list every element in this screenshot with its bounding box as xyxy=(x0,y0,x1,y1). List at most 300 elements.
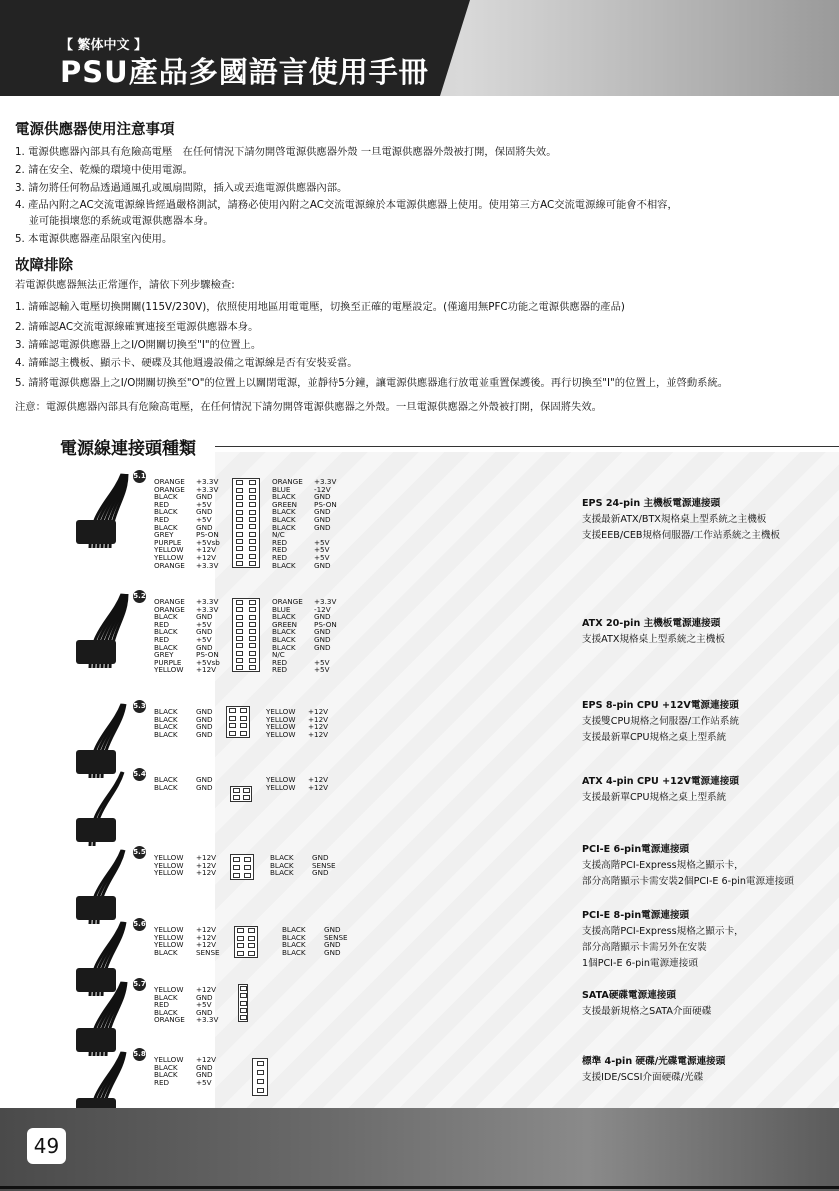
connector-name: EPS 24-pin 主機板電源連接頭 xyxy=(582,498,721,509)
cable-image xyxy=(72,470,134,550)
pin-row xyxy=(270,869,336,877)
pin-row xyxy=(154,1079,216,1087)
pin-slot xyxy=(233,865,240,870)
pin-voltage: +5V xyxy=(314,552,330,562)
pin-voltage: +5Vsb xyxy=(196,657,220,667)
pin-slot xyxy=(248,943,255,948)
pin-voltage: GND xyxy=(196,729,213,739)
pin-voltage: +5V xyxy=(314,657,330,667)
wire-color: GREEN xyxy=(272,499,298,509)
cable-image xyxy=(72,768,134,848)
pin-labels-right xyxy=(282,926,348,956)
pin-slot xyxy=(249,622,256,627)
pin-slot xyxy=(229,716,236,721)
pin-slot xyxy=(249,517,256,522)
pin-slot xyxy=(233,795,240,800)
pin-row xyxy=(266,731,328,739)
pin-slot xyxy=(240,986,247,991)
connector-support-line: 支援EEB/CEB規格伺服器/工作站系統之主機板 xyxy=(582,530,781,541)
pin-voltage: GND xyxy=(312,868,329,878)
wire-color: RED xyxy=(154,499,170,509)
wire-color: BLACK xyxy=(154,1007,178,1017)
pin-row xyxy=(272,666,337,674)
connector-description xyxy=(582,1054,725,1086)
pin-slot xyxy=(236,665,243,670)
wire-color: RED xyxy=(272,665,288,675)
pin-slot xyxy=(240,993,247,998)
pin-voltage: GND xyxy=(196,522,213,532)
pin-diagram xyxy=(226,706,250,738)
wire-color: ORANGE xyxy=(272,597,303,606)
troubleshoot-line: 1. 請確認輸入電壓切換開關(115V/230V)，依照使用地區用電電壓，切換至正確的電壓設定。(僅適用無PFC功能之電源供應器的產品) xyxy=(15,301,625,313)
notice-line: 5. 本電源供應器產品限室內使用。 xyxy=(15,233,173,245)
wire-color: RED xyxy=(154,1077,170,1087)
pin-voltage: +5V xyxy=(314,545,330,555)
pin-voltage: GND xyxy=(196,775,213,784)
pin-slot xyxy=(236,532,243,537)
connector-description xyxy=(582,616,725,648)
connector-name: SATA硬碟電源連接頭 xyxy=(582,990,676,1001)
pin-slot xyxy=(236,539,243,544)
connector-badge: 5.5 xyxy=(133,846,146,859)
pin-slot xyxy=(236,488,243,493)
wire-color: BLACK xyxy=(270,868,294,878)
connector-support-line: 支援最新規格之SATA介面硬碟 xyxy=(582,1006,712,1017)
wire-color: BLACK xyxy=(154,729,178,739)
pin-slot xyxy=(236,615,243,620)
pin-voltage: GND xyxy=(314,560,331,570)
pin-voltage: GND xyxy=(314,612,331,622)
pin-voltage: +3.3V xyxy=(196,1015,219,1025)
pin-voltage: GND xyxy=(196,1062,213,1072)
pin-voltage: +12V xyxy=(196,932,217,942)
wire-color: RED xyxy=(154,514,170,524)
wire-color: YELLOW xyxy=(266,714,296,724)
pin-voltage: GND xyxy=(324,925,341,934)
pin-slot xyxy=(240,716,247,721)
pin-labels-left xyxy=(154,478,220,569)
pin-slot xyxy=(249,629,256,634)
pin-voltage: SENSE xyxy=(324,932,348,942)
pin-slot xyxy=(244,865,251,870)
pin-voltage: GND xyxy=(196,722,213,732)
pin-voltage: GND xyxy=(196,782,213,792)
pin-slot xyxy=(229,708,236,713)
wire-color: YELLOW xyxy=(266,782,296,792)
wire-color: GREY xyxy=(154,650,174,660)
pin-row xyxy=(154,562,220,570)
connector-name: EPS 8-pin CPU +12V電源連接頭 xyxy=(582,700,739,711)
page-title: PSU產品多國語言使用手冊 xyxy=(60,55,429,89)
pin-diagram xyxy=(234,926,258,958)
pin-voltage: GND xyxy=(196,627,213,637)
pin-voltage: PS-ON xyxy=(314,499,337,509)
pin-slot xyxy=(236,651,243,656)
connector-badge: 5.4 xyxy=(133,768,146,781)
pin-slot xyxy=(236,495,243,500)
pin-voltage: +12V xyxy=(196,940,217,950)
connector-badge: 5.6 xyxy=(133,918,146,931)
pin-labels-left xyxy=(154,854,216,877)
connector-name: PCI-E 8-pin電源連接頭 xyxy=(582,910,690,921)
wire-color: YELLOW xyxy=(154,860,184,870)
pin-voltage: +12V xyxy=(308,707,329,716)
wire-color: GREEN xyxy=(272,619,298,629)
connector-badge: 5.2 xyxy=(133,590,146,603)
pin-slot xyxy=(249,502,256,507)
wire-color: YELLOW xyxy=(154,925,184,934)
connector-support-line: 支援高階PCI-Express規格之顯示卡， xyxy=(582,860,744,871)
pin-slot xyxy=(257,1088,264,1093)
pin-slot xyxy=(249,665,256,670)
connector-description xyxy=(582,774,739,806)
wire-color: YELLOW xyxy=(154,545,184,555)
wire-color: BLACK xyxy=(154,627,178,637)
pin-slot xyxy=(249,539,256,544)
footer-band xyxy=(0,1108,839,1191)
pin-slot xyxy=(236,643,243,648)
pin-slot xyxy=(237,928,244,933)
pin-slot xyxy=(248,936,255,941)
pin-slot xyxy=(244,873,251,878)
wire-color: BLACK xyxy=(154,947,178,957)
wire-color: GREY xyxy=(154,530,174,540)
pin-voltage: SENSE xyxy=(196,947,220,957)
wire-color: RED xyxy=(154,634,170,644)
wire-color: RED xyxy=(272,537,288,547)
pin-diagram xyxy=(252,1058,268,1096)
pin-row xyxy=(272,562,337,570)
pin-slot xyxy=(237,936,244,941)
wire-color: RED xyxy=(154,1000,170,1010)
pin-slot xyxy=(249,495,256,500)
pin-slot xyxy=(249,480,256,485)
section-divider xyxy=(215,446,839,447)
pin-slot xyxy=(236,510,243,515)
pin-slot xyxy=(249,532,256,537)
pin-voltage: +12V xyxy=(308,714,329,724)
connector-support-line: 支援ATX規格桌上型系統之主機板 xyxy=(582,634,725,645)
pin-voltage: GND xyxy=(196,992,213,1002)
wire-color: YELLOW xyxy=(154,853,184,862)
wire-color: BLACK xyxy=(272,560,296,570)
pin-voltage: GND xyxy=(196,714,213,724)
pin-voltage: +12V xyxy=(196,1055,217,1064)
wire-color: ORANGE xyxy=(154,1015,185,1025)
troubleshoot-line: 5. 請將電源供應器上之I/O開關切換至"O"的位置上以關閉電源，並靜待5分鐘，讓電源供應器進行放電並重置保護後。再行切換至"I"的位置上，並啓動系統。 xyxy=(15,377,729,389)
troubleshoot-line: 4. 請確認主機板、顯示卡、硬碟及其他週邊設備之電源線是否有安裝妥當。 xyxy=(15,357,358,369)
wire-color: BLACK xyxy=(272,514,296,524)
wire-color: ORANGE xyxy=(154,484,185,494)
connector-description xyxy=(582,842,794,890)
pin-voltage: +12V xyxy=(196,545,217,555)
pin-slot xyxy=(233,873,240,878)
wire-color: RED xyxy=(272,545,288,555)
pin-voltage: GND xyxy=(196,707,213,716)
pin-voltage: +5V xyxy=(196,499,212,509)
pin-row xyxy=(154,869,216,877)
pin-slot xyxy=(236,658,243,663)
pin-voltage: +3.3V xyxy=(196,604,219,614)
pin-slot xyxy=(240,1008,247,1013)
connector-support-line: 1個PCI-E 6-pin電源連接頭 xyxy=(582,958,698,969)
pin-voltage: GND xyxy=(196,1007,213,1017)
bottom-rule xyxy=(0,1186,839,1189)
troubleshoot-line: 2. 請確認AC交流電源線確實連接至電源供應器本身。 xyxy=(15,321,259,333)
pin-slot xyxy=(229,731,236,736)
pin-voltage: GND xyxy=(314,514,331,524)
troubleshoot-intro: 若電源供應器無法正常運作，請依下列步驟檢查: xyxy=(15,279,235,291)
pin-voltage: +5V xyxy=(196,1000,212,1010)
pin-voltage: +12V xyxy=(196,985,217,994)
pin-slot xyxy=(248,951,255,956)
connector-support-line: 支援最新單CPU規格之桌上型系統 xyxy=(582,732,727,743)
pin-voltage: +5V xyxy=(196,634,212,644)
wire-color: BLACK xyxy=(270,860,294,870)
pin-slot xyxy=(236,600,243,605)
pin-slot xyxy=(233,857,240,862)
pin-slot xyxy=(240,708,247,713)
troubleshoot-heading: 故障排除 xyxy=(15,258,73,274)
connector-badge: 5.7 xyxy=(133,978,146,991)
pin-slot xyxy=(240,1001,247,1006)
wire-color: YELLOW xyxy=(266,707,296,716)
pin-row xyxy=(282,949,348,957)
pin-slot xyxy=(244,857,251,862)
wire-color: ORANGE xyxy=(154,604,185,614)
wire-color: YELLOW xyxy=(154,1055,184,1064)
wire-color: BLACK xyxy=(272,642,296,652)
wire-color: BLACK xyxy=(282,925,306,934)
notice-line: 4. 產品內附之AC交流電源線皆經過嚴格測試，請務必使用內附之AC交流電源線於本電源供應器上使用。使用第三方AC交流電源線可能會不相容， xyxy=(15,199,678,211)
pin-voltage: GND xyxy=(314,492,331,502)
wire-color: BLUE xyxy=(272,604,291,614)
pin-slot xyxy=(236,517,243,522)
wire-color: BLACK xyxy=(154,707,178,716)
pin-slot xyxy=(249,554,256,559)
pin-slot xyxy=(240,723,247,728)
wire-color: BLACK xyxy=(154,642,178,652)
pin-row xyxy=(154,1016,218,1024)
pin-slot xyxy=(257,1070,264,1075)
pin-voltage: GND xyxy=(314,627,331,637)
wire-color: BLACK xyxy=(154,1070,178,1080)
notice-line: 並可能損壞您的系統或電源供應器本身。 xyxy=(15,215,214,227)
page-number: 49 xyxy=(27,1128,66,1164)
wire-color: YELLOW xyxy=(266,775,296,784)
pin-slot xyxy=(243,788,250,793)
wire-color: BLACK xyxy=(154,775,178,784)
pin-voltage: -12V xyxy=(314,604,331,614)
pin-diagram xyxy=(238,984,248,1022)
pin-diagram xyxy=(230,786,252,802)
connector-name: ATX 20-pin 主機板電源連接頭 xyxy=(582,618,721,629)
connector-support-line: 支援最新單CPU規格之桌上型系統 xyxy=(582,792,727,803)
pin-slot xyxy=(249,524,256,529)
notices-heading: 電源供應器使用注意事項 xyxy=(15,122,175,138)
pin-voltage: GND xyxy=(324,940,341,950)
pin-voltage: PS-ON xyxy=(196,650,219,660)
cable-image xyxy=(72,978,134,1058)
troubleshoot-line: 3. 請確認電源供應器上之I/O開關切換至"I"的位置上。 xyxy=(15,339,262,351)
wire-color: BLACK xyxy=(282,932,306,942)
pin-slot xyxy=(236,636,243,641)
pin-slot xyxy=(257,1061,264,1066)
connector-description xyxy=(582,988,711,1020)
pin-slot xyxy=(249,658,256,663)
pin-voltage: PS-ON xyxy=(196,530,219,540)
pin-labels-left xyxy=(154,1056,216,1086)
pin-voltage: GND xyxy=(312,853,329,862)
wire-color: BLACK xyxy=(154,782,178,792)
pin-voltage: -12V xyxy=(314,484,331,494)
wire-color: BLACK xyxy=(272,634,296,644)
pin-slot xyxy=(257,1079,264,1084)
pin-row xyxy=(266,784,328,792)
wire-color: RED xyxy=(154,619,170,629)
pin-slot xyxy=(249,561,256,566)
pin-labels-right xyxy=(270,854,336,877)
pin-voltage: GND xyxy=(196,507,213,517)
pin-slot xyxy=(237,943,244,948)
wire-color: N/C xyxy=(272,650,285,660)
pin-voltage: +5V xyxy=(196,619,212,629)
pin-slot xyxy=(236,622,243,627)
connector-support-line: 部分高階顯示卡需安裝2個PCI-E 6-pin電源連接頭 xyxy=(582,876,794,887)
pin-slot xyxy=(249,636,256,641)
wire-color: BLACK xyxy=(154,507,178,517)
connector-name: PCI-E 6-pin電源連接頭 xyxy=(582,844,690,855)
connector-badge: 5.1 xyxy=(133,470,146,483)
connector-support-line: 部分高階顯示卡需另外在安裝 xyxy=(582,942,707,953)
pin-row xyxy=(154,784,212,792)
wire-color: PURPLE xyxy=(154,537,182,547)
pin-labels-left xyxy=(154,926,220,956)
pin-slot xyxy=(248,928,255,933)
pin-voltage: +3.3V xyxy=(196,560,219,570)
wire-color: YELLOW xyxy=(266,722,296,732)
connectors-heading: 電源線連接頭種類 xyxy=(60,439,196,459)
language-label: 【 繁体中文 】 xyxy=(60,38,148,53)
cable-image xyxy=(72,846,134,926)
wire-color: BLACK xyxy=(272,627,296,637)
connector-description xyxy=(582,908,744,972)
wire-color: YELLOW xyxy=(154,665,184,675)
pin-voltage: +5Vsb xyxy=(196,537,220,547)
pin-voltage: +12V xyxy=(308,722,329,732)
pin-slot xyxy=(249,510,256,515)
pin-row xyxy=(154,949,220,957)
wire-color: ORANGE xyxy=(154,560,185,570)
connector-name: ATX 4-pin CPU +12V電源連接頭 xyxy=(582,776,739,787)
pin-slot xyxy=(240,1015,247,1020)
troubleshoot-note: 注意：電源供應器內部具有危險高電壓，在任何情況下請勿開啓電源供應器之外殼。一旦電源供應器之外殼被打開，保固將失效。 xyxy=(15,401,602,413)
pin-row xyxy=(154,666,220,674)
connector-support-line: 支援IDE/SCSI介面硬碟/光碟 xyxy=(582,1072,704,1083)
pin-slot xyxy=(236,546,243,551)
pin-slot xyxy=(236,554,243,559)
wire-color: YELLOW xyxy=(266,729,296,739)
wire-color: BLACK xyxy=(270,853,294,862)
pin-voltage: PS-ON xyxy=(314,619,337,629)
pin-voltage: GND xyxy=(196,492,213,502)
pin-slot xyxy=(249,600,256,605)
wire-color: YELLOW xyxy=(154,932,184,942)
pin-labels-left xyxy=(154,708,212,738)
connector-support-line: 支援雙CPU規格之伺服器/工作站系統 xyxy=(582,716,740,727)
pin-labels-left xyxy=(154,776,212,791)
wire-color: BLACK xyxy=(154,714,178,724)
pin-diagram xyxy=(232,598,260,672)
pin-labels-left xyxy=(154,986,218,1024)
pin-voltage: +12V xyxy=(196,868,217,878)
notice-line: 2. 請在安全、乾燥的環境中使用電源。 xyxy=(15,164,193,176)
pin-voltage: +12V xyxy=(196,665,217,675)
pin-voltage: GND xyxy=(314,634,331,644)
pin-slot xyxy=(236,561,243,566)
notice-line: 3. 請勿將任何物品透過通風孔或風扇間隙，插入或丟進電源供應器內部。 xyxy=(15,182,348,194)
wire-color: ORANGE xyxy=(272,477,303,486)
connector-description xyxy=(582,698,739,746)
pin-voltage: +5V xyxy=(196,1077,212,1087)
pin-voltage: +3.3V xyxy=(196,484,219,494)
pin-slot xyxy=(249,546,256,551)
pin-labels-right xyxy=(272,478,337,569)
pin-slot xyxy=(249,643,256,648)
pin-slot xyxy=(237,951,244,956)
wire-color: BLACK xyxy=(272,507,296,517)
pin-voltage: +12V xyxy=(308,729,329,739)
cable-image xyxy=(72,590,134,670)
pin-slot xyxy=(236,629,243,634)
wire-color: YELLOW xyxy=(154,868,184,878)
wire-color: N/C xyxy=(272,530,285,540)
pin-slot xyxy=(249,607,256,612)
pin-voltage: +12V xyxy=(196,552,217,562)
wire-color: YELLOW xyxy=(154,552,184,562)
wire-color: BLACK xyxy=(272,522,296,532)
pin-voltage: GND xyxy=(324,947,341,957)
pin-slot xyxy=(236,524,243,529)
wire-color: BLACK xyxy=(154,522,178,532)
wire-color: PURPLE xyxy=(154,657,182,667)
pin-voltage: +5V xyxy=(196,514,212,524)
wire-color: YELLOW xyxy=(154,985,184,994)
pin-voltage: SENSE xyxy=(312,860,336,870)
notice-line: 1. 電源供應器內部具有危險高電壓 在任何情況下請勿開啓電源供應器外殼 一旦電源供應器外殼被打開，保固將失效。 xyxy=(15,146,557,158)
pin-voltage: GND xyxy=(314,507,331,517)
wire-color: ORANGE xyxy=(154,597,185,606)
pin-slot xyxy=(243,795,250,800)
wire-color: BLACK xyxy=(154,1062,178,1072)
connector-badge: 5.3 xyxy=(133,700,146,713)
pin-diagram xyxy=(232,478,260,568)
pin-voltage: GND xyxy=(314,642,331,652)
pin-labels-left xyxy=(154,598,220,674)
pin-voltage: +3.3V xyxy=(314,477,337,486)
pin-voltage: +5V xyxy=(314,665,330,675)
pin-slot xyxy=(249,651,256,656)
pin-voltage: +12V xyxy=(308,782,329,792)
pin-voltage: +12V xyxy=(196,853,217,862)
pin-slot xyxy=(233,788,240,793)
wire-color: RED xyxy=(272,657,288,667)
pin-voltage: +5V xyxy=(314,537,330,547)
pin-slot xyxy=(236,607,243,612)
pin-slot xyxy=(249,488,256,493)
pin-voltage: GND xyxy=(196,642,213,652)
pin-labels-right xyxy=(272,598,337,674)
